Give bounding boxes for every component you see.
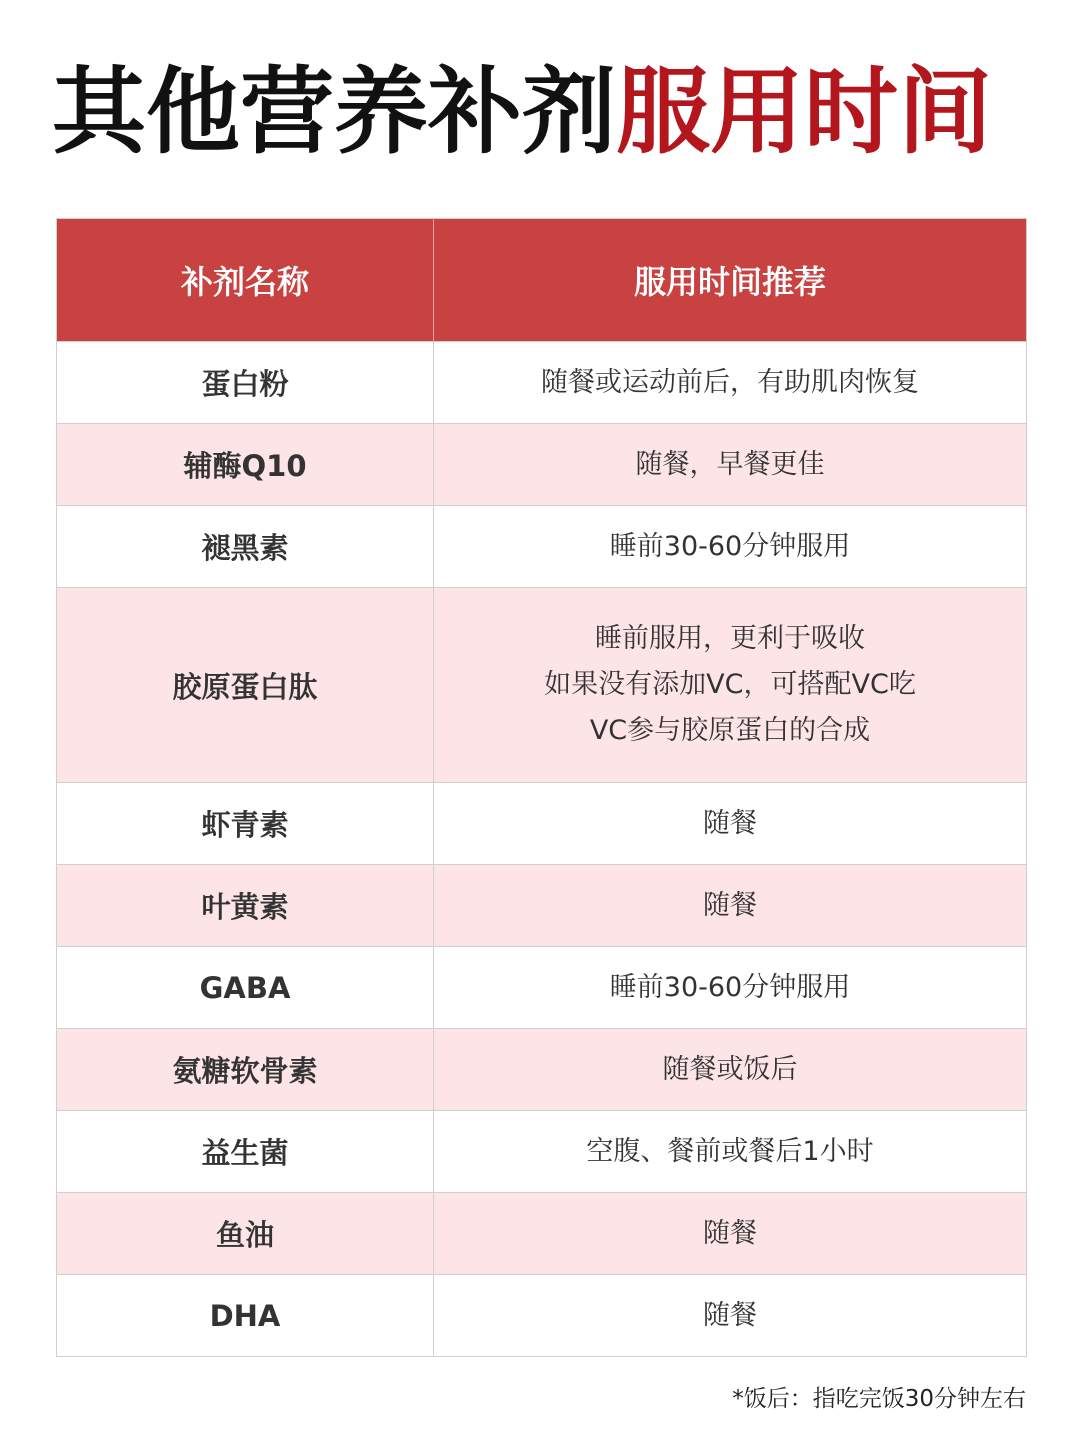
recommended-time-line: 随餐: [703, 889, 757, 921]
column-header-name: 补剂名称: [57, 219, 434, 342]
supplement-name: 蛋白粉: [57, 342, 434, 424]
recommended-time: [434, 1193, 1027, 1275]
table-row: [57, 1111, 1027, 1193]
supplement-name: DHA: [57, 1275, 434, 1357]
supplement-name: 褪黑素: [57, 506, 434, 588]
supplement-name: GABA: [57, 947, 434, 1029]
table-row: [57, 588, 1027, 783]
footnote: *饭后：指吃完饭30分钟左右: [732, 1386, 1026, 1412]
recommended-time-line: 睡前服用，更利于吸收: [595, 623, 865, 654]
table-row: [57, 1193, 1027, 1275]
recommended-time: [434, 588, 1027, 783]
supplement-timing-table: [56, 218, 1027, 1357]
table-header-row: [57, 219, 1027, 342]
recommended-time: [434, 1111, 1027, 1193]
supplement-name: 鱼油: [57, 1193, 434, 1275]
supplement-name: 胶原蛋白肽: [57, 588, 434, 783]
recommended-time-line: 空腹、餐前或餐后1小时: [586, 1135, 874, 1167]
recommended-time-line: 随餐或运动前后，有助肌肉恢复: [541, 366, 919, 398]
supplement-name: 益生菌: [57, 1111, 434, 1193]
recommended-time: [434, 1029, 1027, 1111]
supplement-name: 叶黄素: [57, 865, 434, 947]
recommended-time-line: 随餐: [703, 807, 757, 839]
recommended-time-line: 如果没有添加VC，可搭配VC吃: [544, 669, 916, 700]
table-row: [57, 342, 1027, 424]
recommended-time-line: 随餐: [703, 1299, 757, 1331]
recommended-time-line: 随餐或饭后: [662, 1053, 798, 1085]
recommended-time: [434, 947, 1027, 1029]
recommended-time-line: 睡前30-60分钟服用: [609, 971, 851, 1003]
recommended-time: [434, 1275, 1027, 1357]
table-row: [57, 783, 1027, 865]
recommended-time: [434, 506, 1027, 588]
recommended-time: [434, 424, 1027, 506]
recommended-time: [434, 342, 1027, 424]
supplement-name: 虾青素: [57, 783, 434, 865]
recommended-time-line: 睡前30-60分钟服用: [609, 530, 851, 562]
recommended-time-line: 随餐: [703, 1217, 757, 1249]
recommended-time: [434, 783, 1027, 865]
column-header-time: 服用时间推荐: [434, 219, 1027, 342]
table-row: [57, 865, 1027, 947]
page-title: [52, 58, 1032, 168]
recommended-time-line: 随餐，早餐更佳: [635, 448, 825, 480]
supplement-name: 氨糖软骨素: [57, 1029, 434, 1111]
table-row: [57, 1029, 1027, 1111]
table-row: [57, 424, 1027, 506]
table-row: [57, 506, 1027, 588]
table-row: [57, 947, 1027, 1029]
table-row: [57, 1275, 1027, 1357]
page-title-part2: 服用时间: [616, 58, 993, 167]
recommended-time: [434, 865, 1027, 947]
page-title-part1: 其他营养补剂: [52, 58, 617, 167]
supplement-name: 辅酶Q10: [57, 424, 434, 506]
recommended-time-line: VC参与胶原蛋白的合成: [589, 715, 871, 746]
